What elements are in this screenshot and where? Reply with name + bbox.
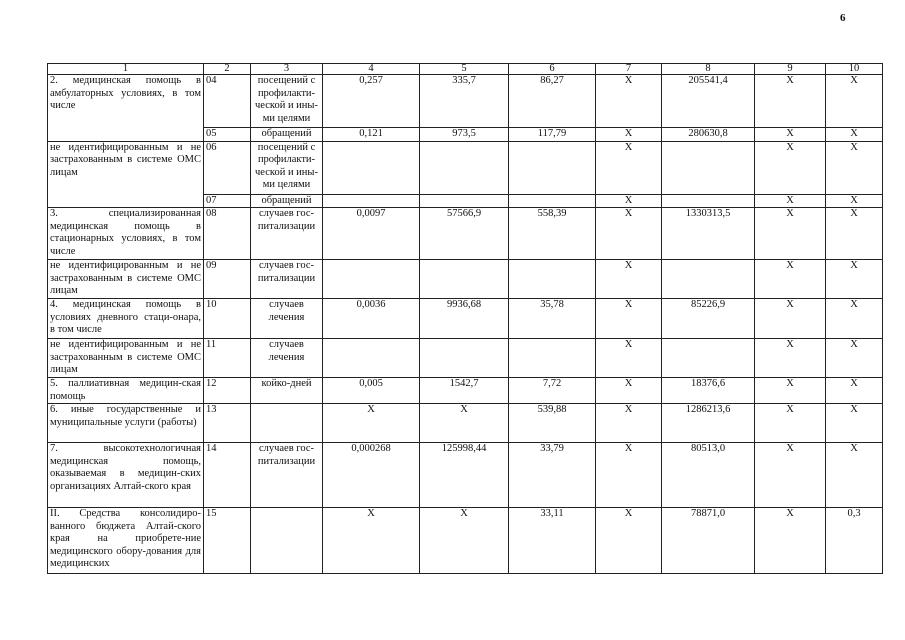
header-cell: 5 bbox=[420, 64, 509, 75]
table-row bbox=[48, 508, 883, 574]
value-cell: X bbox=[826, 443, 883, 508]
row-code: 05 bbox=[204, 128, 251, 142]
value-cell: 1286213,6 bbox=[662, 404, 755, 443]
value-cell: X bbox=[420, 404, 509, 443]
unit-cell: случаев гос-питализации bbox=[251, 443, 323, 508]
value-cell: X bbox=[755, 194, 826, 208]
value-cell: X bbox=[826, 339, 883, 378]
value-cell: 85226,9 bbox=[662, 299, 755, 339]
value-cell: X bbox=[755, 508, 826, 574]
value-cell: 86,27 bbox=[509, 75, 596, 128]
value-cell: X bbox=[826, 141, 883, 194]
value-cell: X bbox=[755, 443, 826, 508]
row-code: 06 bbox=[204, 141, 251, 194]
value-cell bbox=[662, 194, 755, 208]
value-cell: X bbox=[323, 508, 420, 574]
value-cell: 80513,0 bbox=[662, 443, 755, 508]
row-code: 07 bbox=[204, 194, 251, 208]
value-cell bbox=[509, 194, 596, 208]
unit-cell: случаев гос-питализации bbox=[251, 208, 323, 260]
value-cell: X bbox=[826, 128, 883, 142]
value-cell: 558,39 bbox=[509, 208, 596, 260]
row-code: 13 bbox=[204, 404, 251, 443]
header-cell: 9 bbox=[755, 64, 826, 75]
value-cell: X bbox=[826, 260, 883, 299]
value-cell: 0,257 bbox=[323, 75, 420, 128]
value-cell: 1330313,5 bbox=[662, 208, 755, 260]
value-cell: 0,3 bbox=[826, 508, 883, 574]
value-cell: 973,5 bbox=[420, 128, 509, 142]
row-code: 12 bbox=[204, 378, 251, 404]
value-cell bbox=[420, 194, 509, 208]
row-label: 3. специализированная медицинская помощь в стационарных условиях, в том числе bbox=[48, 208, 204, 260]
value-cell: 78871,0 bbox=[662, 508, 755, 574]
value-cell: 0,0097 bbox=[323, 208, 420, 260]
unit-cell: случаев лечения bbox=[251, 339, 323, 378]
value-cell bbox=[420, 260, 509, 299]
table-row bbox=[48, 404, 883, 443]
value-cell: 280630,8 bbox=[662, 128, 755, 142]
row-label: не идентифицированным и не застрахованным в системе ОМС лицам bbox=[48, 339, 204, 378]
value-cell bbox=[323, 260, 420, 299]
value-cell: X bbox=[755, 75, 826, 128]
value-cell: X bbox=[755, 141, 826, 194]
value-cell: X bbox=[596, 404, 662, 443]
value-cell: X bbox=[596, 208, 662, 260]
budget-table bbox=[47, 63, 883, 574]
value-cell: 57566,9 bbox=[420, 208, 509, 260]
value-cell bbox=[420, 339, 509, 378]
value-cell: X bbox=[755, 378, 826, 404]
page-number: 6 bbox=[840, 12, 846, 24]
value-cell: X bbox=[596, 443, 662, 508]
value-cell: X bbox=[755, 404, 826, 443]
row-label: не идентифицированным и не застрахованным в системе ОМС лицам bbox=[48, 260, 204, 299]
value-cell: 335,7 bbox=[420, 75, 509, 128]
value-cell: X bbox=[596, 194, 662, 208]
value-cell bbox=[509, 339, 596, 378]
value-cell bbox=[509, 141, 596, 194]
row-label: 2. медицинская помощь в амбулаторных условиях, в том числе bbox=[48, 75, 204, 142]
row-label: 4. медицинская помощь в условиях дневного стаци-онара, в том числе bbox=[48, 299, 204, 339]
value-cell: 7,72 bbox=[509, 378, 596, 404]
value-cell bbox=[662, 339, 755, 378]
table-row bbox=[48, 260, 883, 299]
value-cell: 33,79 bbox=[509, 443, 596, 508]
value-cell: X bbox=[596, 128, 662, 142]
value-cell: X bbox=[596, 378, 662, 404]
unit-cell: случаев гос-питализации bbox=[251, 260, 323, 299]
unit-cell: обращений bbox=[251, 128, 323, 142]
unit-cell: случаев лечения bbox=[251, 299, 323, 339]
value-cell: X bbox=[755, 299, 826, 339]
header-cell: 7 bbox=[596, 64, 662, 75]
value-cell: X bbox=[596, 141, 662, 194]
value-cell: 125998,44 bbox=[420, 443, 509, 508]
table-row bbox=[48, 299, 883, 339]
value-cell: X bbox=[826, 75, 883, 128]
value-cell: X bbox=[826, 208, 883, 260]
table-row bbox=[48, 443, 883, 508]
unit-cell bbox=[251, 508, 323, 574]
value-cell: 33,11 bbox=[509, 508, 596, 574]
value-cell: X bbox=[596, 508, 662, 574]
unit-cell: обращений bbox=[251, 194, 323, 208]
row-label: 7. высокотехнологичная медицинская помощь, оказываемая в медицин-ских организациях Алтай-ского края bbox=[48, 443, 204, 508]
row-label: 6. иные государственные и муниципальные услуги (работы) bbox=[48, 404, 204, 443]
header-cell: 4 bbox=[323, 64, 420, 75]
row-code: 14 bbox=[204, 443, 251, 508]
value-cell: 117,79 bbox=[509, 128, 596, 142]
value-cell: X bbox=[826, 404, 883, 443]
row-code: 15 bbox=[204, 508, 251, 574]
header-cell: 3 bbox=[251, 64, 323, 75]
header-cell: 10 bbox=[826, 64, 883, 75]
header-row bbox=[48, 64, 883, 75]
unit-cell bbox=[251, 404, 323, 443]
table-row bbox=[48, 75, 883, 128]
value-cell: 0,121 bbox=[323, 128, 420, 142]
value-cell: X bbox=[826, 299, 883, 339]
row-label: не идентифицированным и не застрахованным в системе ОМС лицам bbox=[48, 141, 204, 208]
value-cell: 35,78 bbox=[509, 299, 596, 339]
value-cell: X bbox=[755, 339, 826, 378]
value-cell: 0,0036 bbox=[323, 299, 420, 339]
row-code: 09 bbox=[204, 260, 251, 299]
value-cell bbox=[323, 141, 420, 194]
value-cell: 0,000268 bbox=[323, 443, 420, 508]
header-cell: 6 bbox=[509, 64, 596, 75]
table-row bbox=[48, 141, 883, 194]
value-cell: X bbox=[596, 299, 662, 339]
row-label: II. Средства консолидиро-ванного бюджета Алтай-ского края на приобрете-ние медицинского обору-дования для медицинских bbox=[48, 508, 204, 574]
value-cell: X bbox=[596, 75, 662, 128]
value-cell: X bbox=[596, 339, 662, 378]
value-cell: X bbox=[826, 194, 883, 208]
table-row bbox=[48, 339, 883, 378]
row-code: 10 bbox=[204, 299, 251, 339]
value-cell: X bbox=[420, 508, 509, 574]
header-cell: 8 bbox=[662, 64, 755, 75]
value-cell: X bbox=[826, 378, 883, 404]
value-cell bbox=[420, 141, 509, 194]
value-cell: 0,005 bbox=[323, 378, 420, 404]
value-cell bbox=[323, 194, 420, 208]
value-cell: 9936,68 bbox=[420, 299, 509, 339]
table-row bbox=[48, 208, 883, 260]
value-cell: 539,88 bbox=[509, 404, 596, 443]
unit-cell: койко-дней bbox=[251, 378, 323, 404]
table-row bbox=[48, 378, 883, 404]
value-cell bbox=[662, 141, 755, 194]
value-cell: 205541,4 bbox=[662, 75, 755, 128]
value-cell: 1542,7 bbox=[420, 378, 509, 404]
value-cell: X bbox=[596, 260, 662, 299]
header-cell: 1 bbox=[48, 64, 204, 75]
value-cell: X bbox=[755, 128, 826, 142]
value-cell: X bbox=[755, 260, 826, 299]
value-cell bbox=[323, 339, 420, 378]
value-cell: X bbox=[323, 404, 420, 443]
value-cell bbox=[662, 260, 755, 299]
row-label: 5. паллиативная медицин-ская помощь bbox=[48, 378, 204, 404]
row-code: 04 bbox=[204, 75, 251, 128]
unit-cell: посещений с профилакти-ческой и ины-ми целями bbox=[251, 141, 323, 194]
row-code: 08 bbox=[204, 208, 251, 260]
unit-cell: посещений с профилакти-ческой и ины-ми целями bbox=[251, 75, 323, 128]
value-cell bbox=[509, 260, 596, 299]
row-code: 11 bbox=[204, 339, 251, 378]
header-cell: 2 bbox=[204, 64, 251, 75]
value-cell: 18376,6 bbox=[662, 378, 755, 404]
value-cell: X bbox=[755, 208, 826, 260]
